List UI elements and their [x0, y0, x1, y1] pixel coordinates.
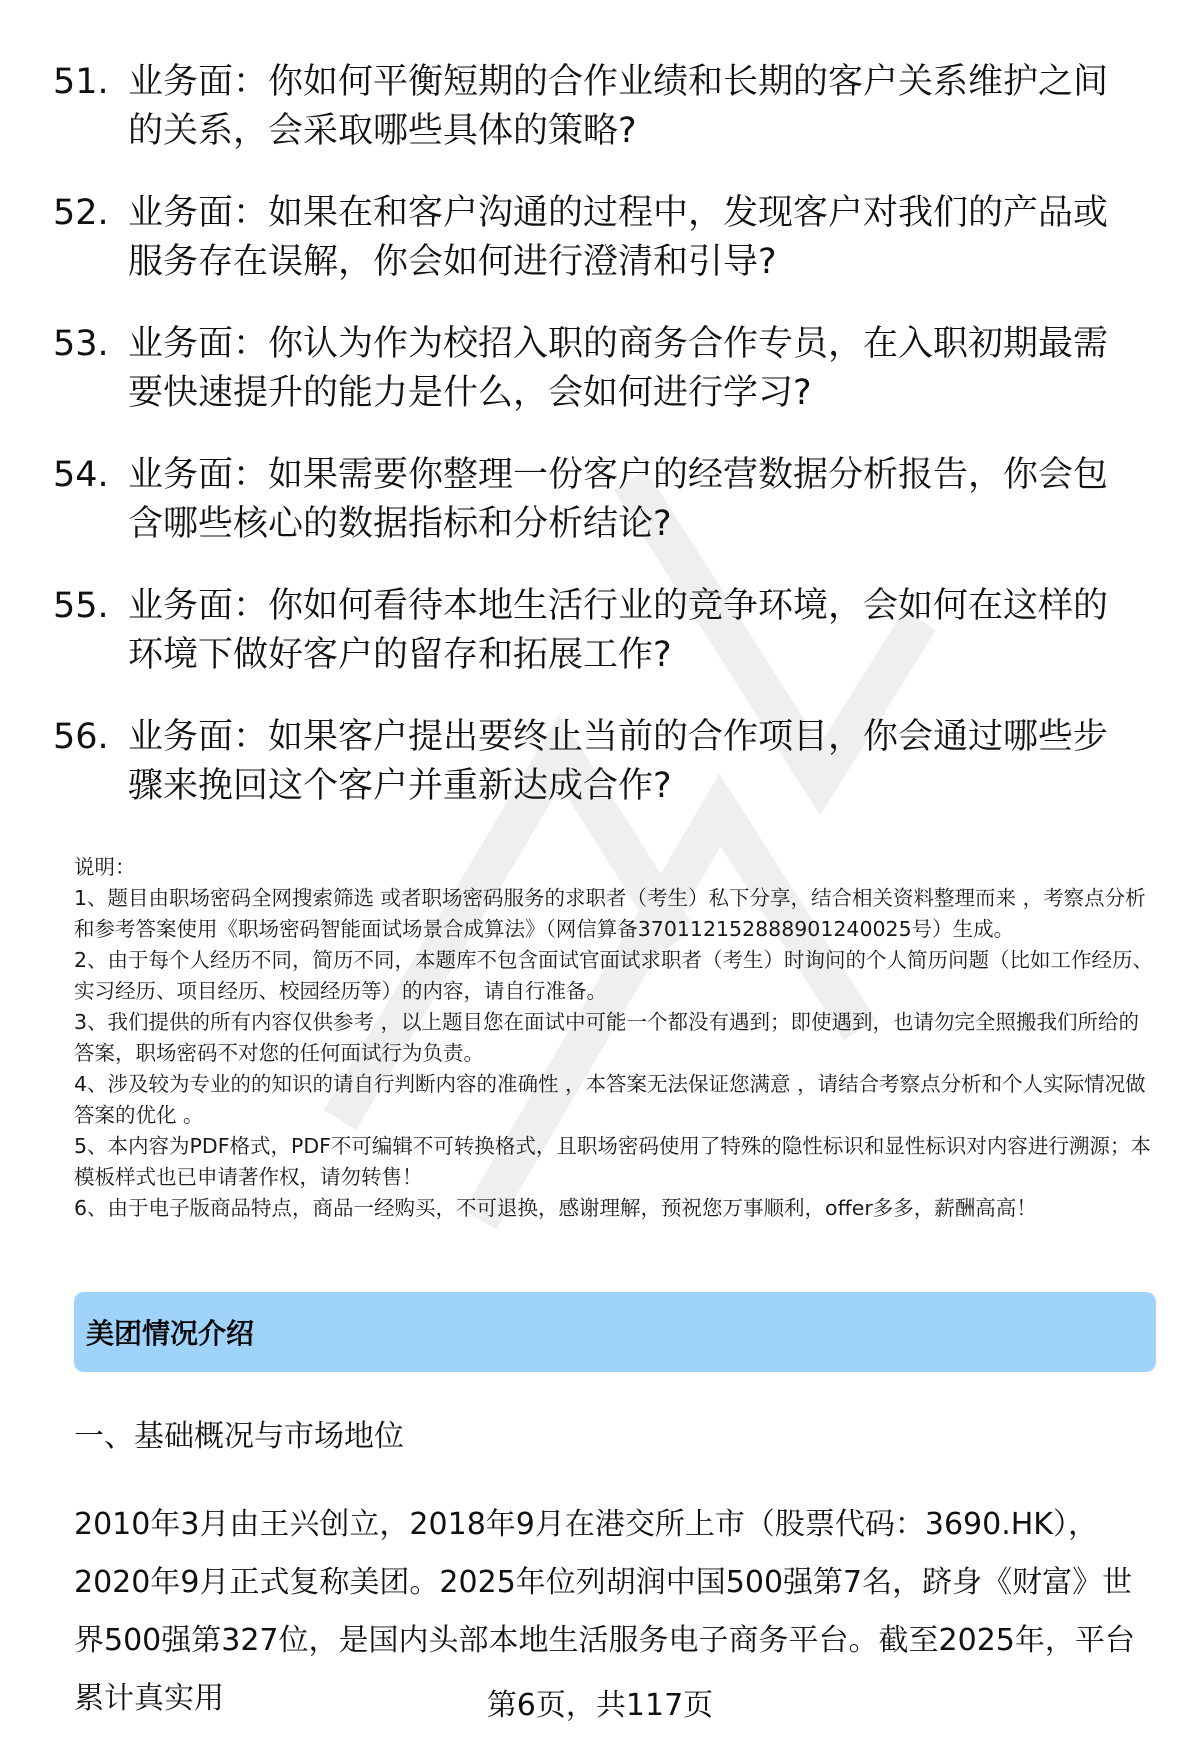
- question-text: 业务面：你如何平衡短期的合作业绩和长期的客户关系维护之间的关系，会采取哪些具体的策略?: [128, 62, 1109, 151]
- notes-title: 说明：: [74, 855, 136, 879]
- question-text: 业务面：如果在和客户沟通的过程中，发现客户对我们的产品或服务存在误解，你会如何进行澄清和引导?: [128, 193, 1109, 282]
- question-text: 业务面：你认为作为校招入职的商务合作专员，在入职初期最需要快速提升的能力是什么，会如何进行学习?: [128, 324, 1109, 413]
- question-item: [53, 713, 1133, 811]
- question-number: 51.: [53, 62, 109, 102]
- question-item: [53, 582, 1133, 680]
- question-number: 52.: [53, 193, 109, 233]
- question-number: 53.: [53, 324, 109, 364]
- section-paragraph: 2010年3月由王兴创立，2018年9月在港交所上市（股票代码：3690.HK），2020年9月正式复称美团。2025年位列胡润中国500强第7名，跻身《财富》世界500强第327位，是国内头部本地生活服务电子商务平台。截至2025年，平台累计真实用: [74, 1507, 1135, 1716]
- question-text: 业务面：你如何看待本地生活行业的竞争环境，会如何在这样的环境下做好客户的留存和拓展工作?: [128, 586, 1109, 675]
- question-list: [53, 58, 1133, 844]
- disclaimer-notes: [74, 852, 1154, 1224]
- section-subheading: 一、基础概况与市场地位: [74, 1419, 404, 1454]
- note-item: 6、由于电子版商品特点，商品一经购买，不可退换，感谢理解，预祝您万事顺利，offer多多，薪酬高高！: [74, 1196, 1037, 1220]
- note-item: 5、本内容为PDF格式，PDF不可编辑不可转换格式，且职场密码使用了特殊的隐性标识和显性标识对内容进行溯源；本模板样式也已申请著作权，请勿转售！: [74, 1134, 1151, 1189]
- question-text: 业务面：如果客户提出要终止当前的合作项目，你会通过哪些步骤来挽回这个客户并重新达成合作?: [128, 717, 1109, 806]
- question-item: [53, 58, 1133, 156]
- section-title: 美团情况介绍: [86, 1317, 255, 1350]
- note-item: 4、涉及较为专业的的知识的请自行判断内容的准确性 ，本答案无法保证您满意 ，请结合考察点分析和个人实际情况做答案的优化 。: [74, 1072, 1146, 1127]
- note-item: 1、题目由职场密码全网搜索筛选 或者职场密码服务的求职者（考生）私下分享，结合相关资料整理而来 ，考察点分析和参考答案使用《职场密码智能面试场景合成算法》（网信算备370112152888901240025号）生成。: [74, 886, 1146, 941]
- page-indicator: 第6页，共117页: [486, 1688, 714, 1723]
- question-number: 56.: [53, 717, 109, 757]
- question-number: 55.: [53, 586, 109, 626]
- question-item: [53, 451, 1133, 549]
- section-header-bar: [74, 1292, 1156, 1372]
- question-number: 54.: [53, 455, 109, 495]
- question-text: 业务面：如果需要你整理一份客户的经营数据分析报告，你会包含哪些核心的数据指标和分析结论?: [128, 455, 1109, 544]
- question-item: [53, 320, 1133, 418]
- note-item: 2、由于每个人经历不同，简历不同，本题库不包含面试官面试求职者（考生）时询问的个人简历问题（比如工作经历、实习经历、项目经历、校园经历等）的内容，请自行准备。: [74, 948, 1154, 1003]
- question-item: [53, 189, 1133, 287]
- note-item: 3、我们提供的所有内容仅供参考 ，以上题目您在面试中可能一个都没有遇到；即使遇到，也请勿完全照搬我们所给的答案，职场密码不对您的任何面试行为负责。: [74, 1010, 1140, 1065]
